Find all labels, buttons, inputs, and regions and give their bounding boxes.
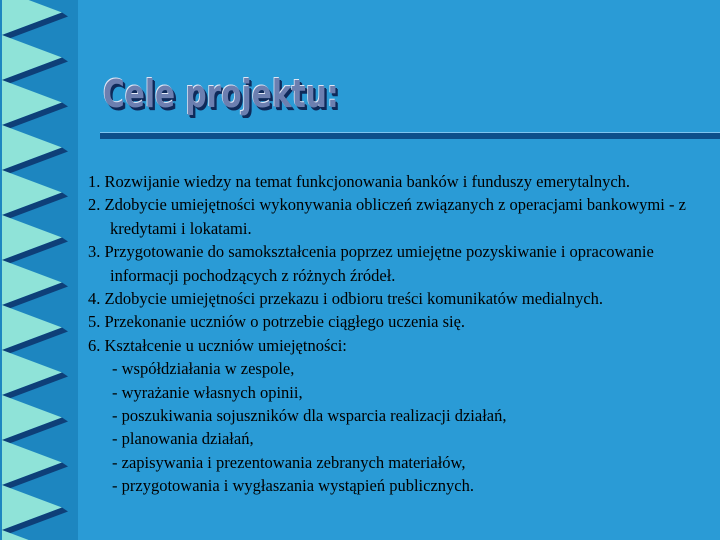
skill-subitem: - poszukiwania sojuszników dla wsparcia realizacji działań, — [112, 406, 507, 426]
skill-subitem: - wyrażanie własnych opinii, — [112, 382, 303, 402]
goal-item-1: 1. Rozwijanie wiedzy na temat funkcjonowania banków i funduszy emerytalnych. — [88, 172, 631, 191]
slide-title: Cele projektu: — [103, 72, 339, 116]
zigzag-decoration — [0, 0, 80, 540]
goal-item-5: 5. Przekonanie uczniów o potrzebie ciągłego uczenia się. — [88, 312, 466, 332]
goal-item-4: 4. Zdobycie umiejętności przekazu i odbioru treści komunikatów medialnych. — [88, 289, 604, 309]
skill-subitem: - współdziałania w zespole, — [112, 359, 295, 379]
goal-item-6: 6. Kształcenie u uczniów umiejętności: — [88, 335, 347, 355]
goal-item-3: 3. Przygotowanie do samokształcenia poprzez umiejętne pozyskiwanie i opracowanie informacji pochodzących z różnych źródeł. — [88, 242, 654, 285]
title-underline — [100, 133, 720, 139]
skill-subitem: - zapisywania i prezentowania zebranych materiałów, — [112, 452, 466, 472]
title-container — [103, 72, 405, 116]
skill-subitem: - przygotowania i wygłaszania wystąpień publicznych. — [112, 476, 474, 496]
goal-item-2: 2. Zdobycie umiejętności wykonywania obliczeń związanych z operacjami bankowymi - z kredytami i lokatami. — [88, 195, 686, 238]
slide-content — [88, 170, 718, 498]
skill-subitem: - planowania działań, — [112, 429, 254, 449]
